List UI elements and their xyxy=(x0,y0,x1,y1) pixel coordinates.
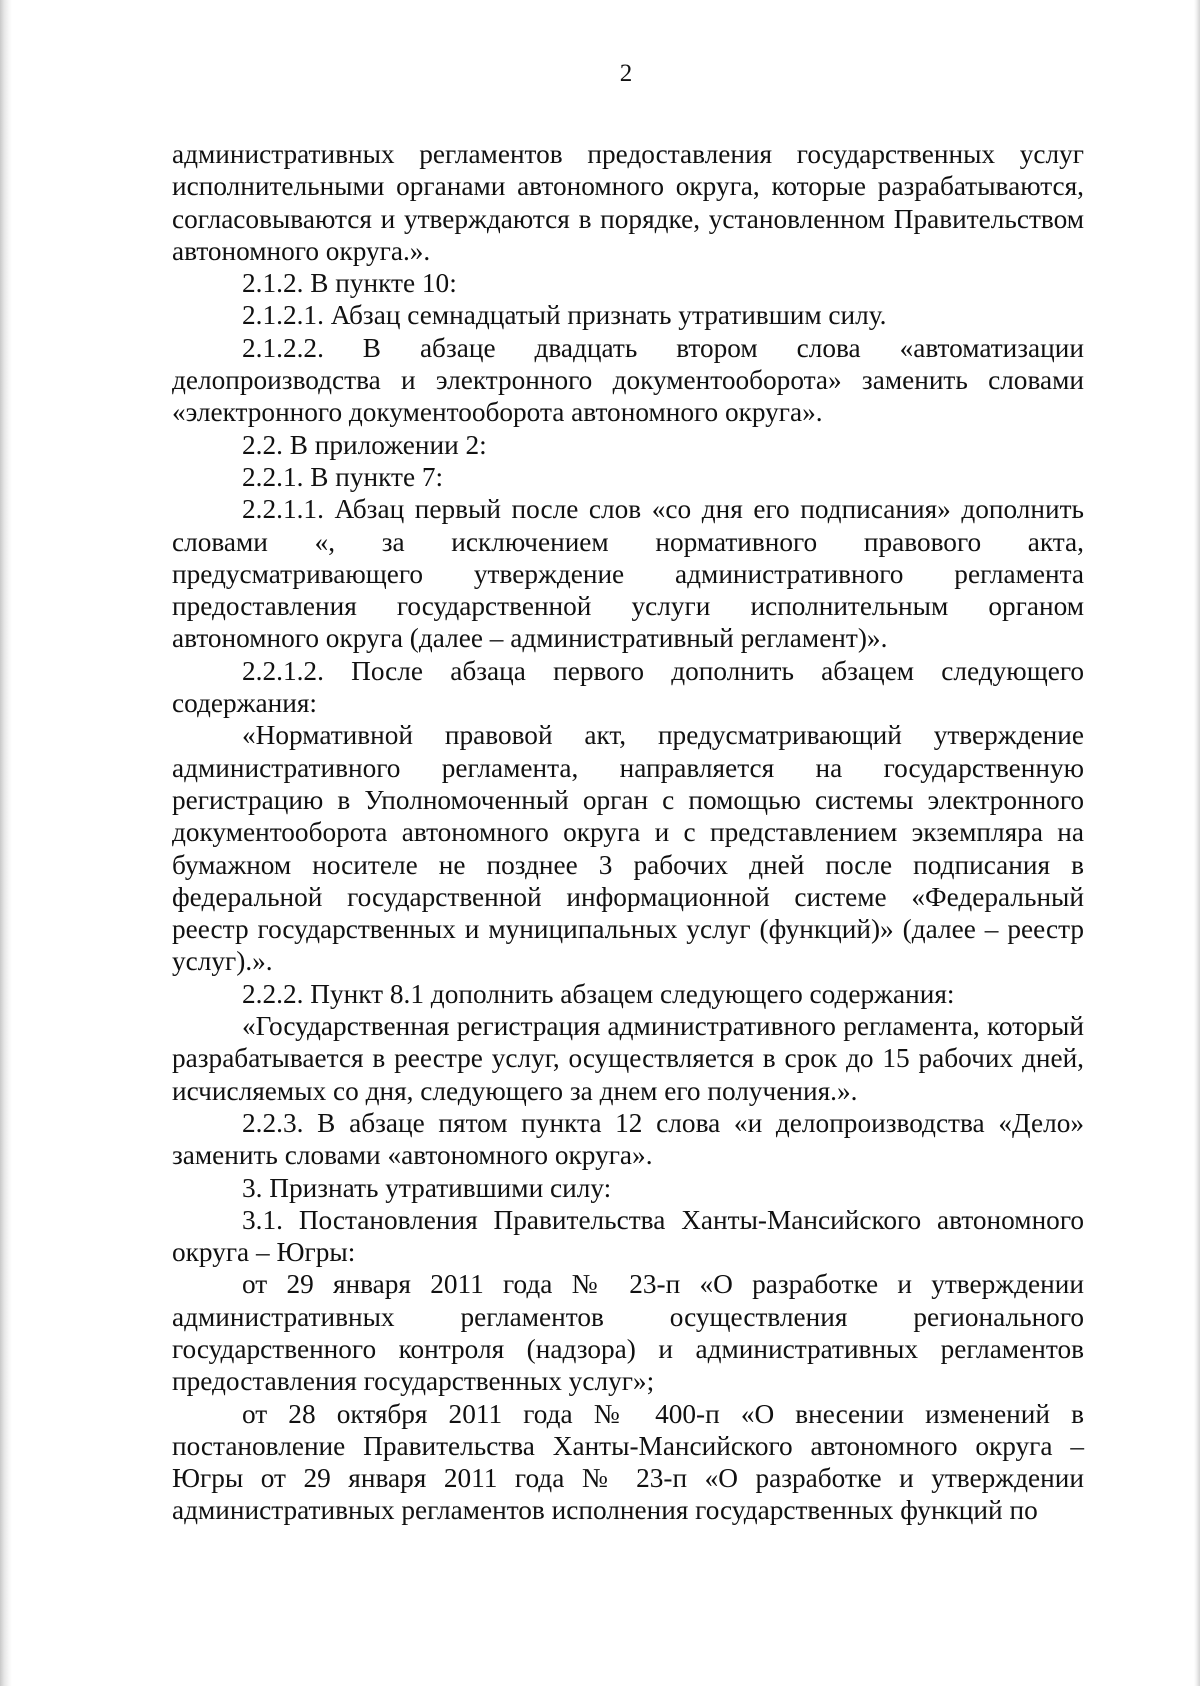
paragraph-11: «Государственная регистрация административного регламента, который разрабатывается в реестре услуг, осуществляется в срок до 15 рабочих дней, исчисляемых со дня, следующего за днем его получения.». xyxy=(172,1011,1084,1106)
paragraph-16: от 28 октября 2011 года № 400-п «О внесении изменений в постановление Правительства Ханты-Мансийского автономного округа – Югры от 29 января 2011 года № 23-п «О разработке и утверждении административных регламентов исполнения государственных функций по xyxy=(172,1398,1084,1526)
scan-edge-left xyxy=(0,0,12,1686)
paragraph-12: 2.2.3. В абзаце пятом пункта 12 слова «и делопроизводства «Дело» заменить словами «автономного округа». xyxy=(172,1107,1084,1171)
paragraph-3: 2.1.2.1. Абзац семнадцатый признать утратившим силу. xyxy=(242,300,887,331)
paragraph-10: 2.2.2. Пункт 8.1 дополнить абзацем следующего содержания: xyxy=(242,978,955,1009)
paragraph-14: 3.1. Постановления Правительства Ханты-Мансийского автономного округа – Югры: xyxy=(172,1204,1084,1268)
document-body xyxy=(172,138,1084,1527)
paragraph-5: 2.2. В приложении 2: xyxy=(242,429,487,460)
paragraph-4: 2.1.2.2. В абзаце двадцать втором слова «автоматизации делопроизводства и электронного документооборота» заменить словами «электронного документооборота автономного округа». xyxy=(172,332,1084,428)
paragraph-6: 2.2.1. В пункте 7: xyxy=(242,461,444,492)
paragraph-9: «Нормативной правовой акт, предусматривающий утверждение административного регламента, направляется на государственную регистрацию в Уполномоченный орган с помощью системы электронного документооборота автономного округа и с представлением экземпляра на бумажном носителе не позднее 3 рабочих дней после подписания в федеральной государственной информационной системе «Федеральный реестр государственных и муниципальных услуг (функций)» (далее – реестр услуг).». xyxy=(172,720,1084,977)
paragraph-8: 2.2.1.2. После абзаца первого дополнить абзацем следующего содержания: xyxy=(172,655,1084,719)
paragraph-2: 2.1.2. В пункте 10: xyxy=(242,268,457,299)
paragraph-7: 2.2.1.1. Абзац первый после слов «со дня его подписания» дополнить словами «, за исключением нормативного правового акта, предусматривающего утверждение административного регламента предоставления государственной услуги исполнительным органом автономного округа (далее – административный регламент)». xyxy=(172,494,1084,654)
page-number: 2 xyxy=(619,60,633,87)
paragraph-15: от 29 января 2011 года № 23-п «О разработке и утверждении административных регламентов осуществления регионального государственного контроля (надзора) и административных регламентов предоставления государственных услуг»; xyxy=(172,1269,1084,1397)
paragraph-13: 3. Признать утратившими силу: xyxy=(242,1172,612,1203)
scan-edge-right xyxy=(1194,0,1200,1686)
paragraph-1: административных регламентов предоставления государственных услуг исполнительными органами автономного округа, которые разрабатываются, согласовываются и утверждаются в порядке, установленном Правительством автономного округа.». xyxy=(172,139,1084,266)
